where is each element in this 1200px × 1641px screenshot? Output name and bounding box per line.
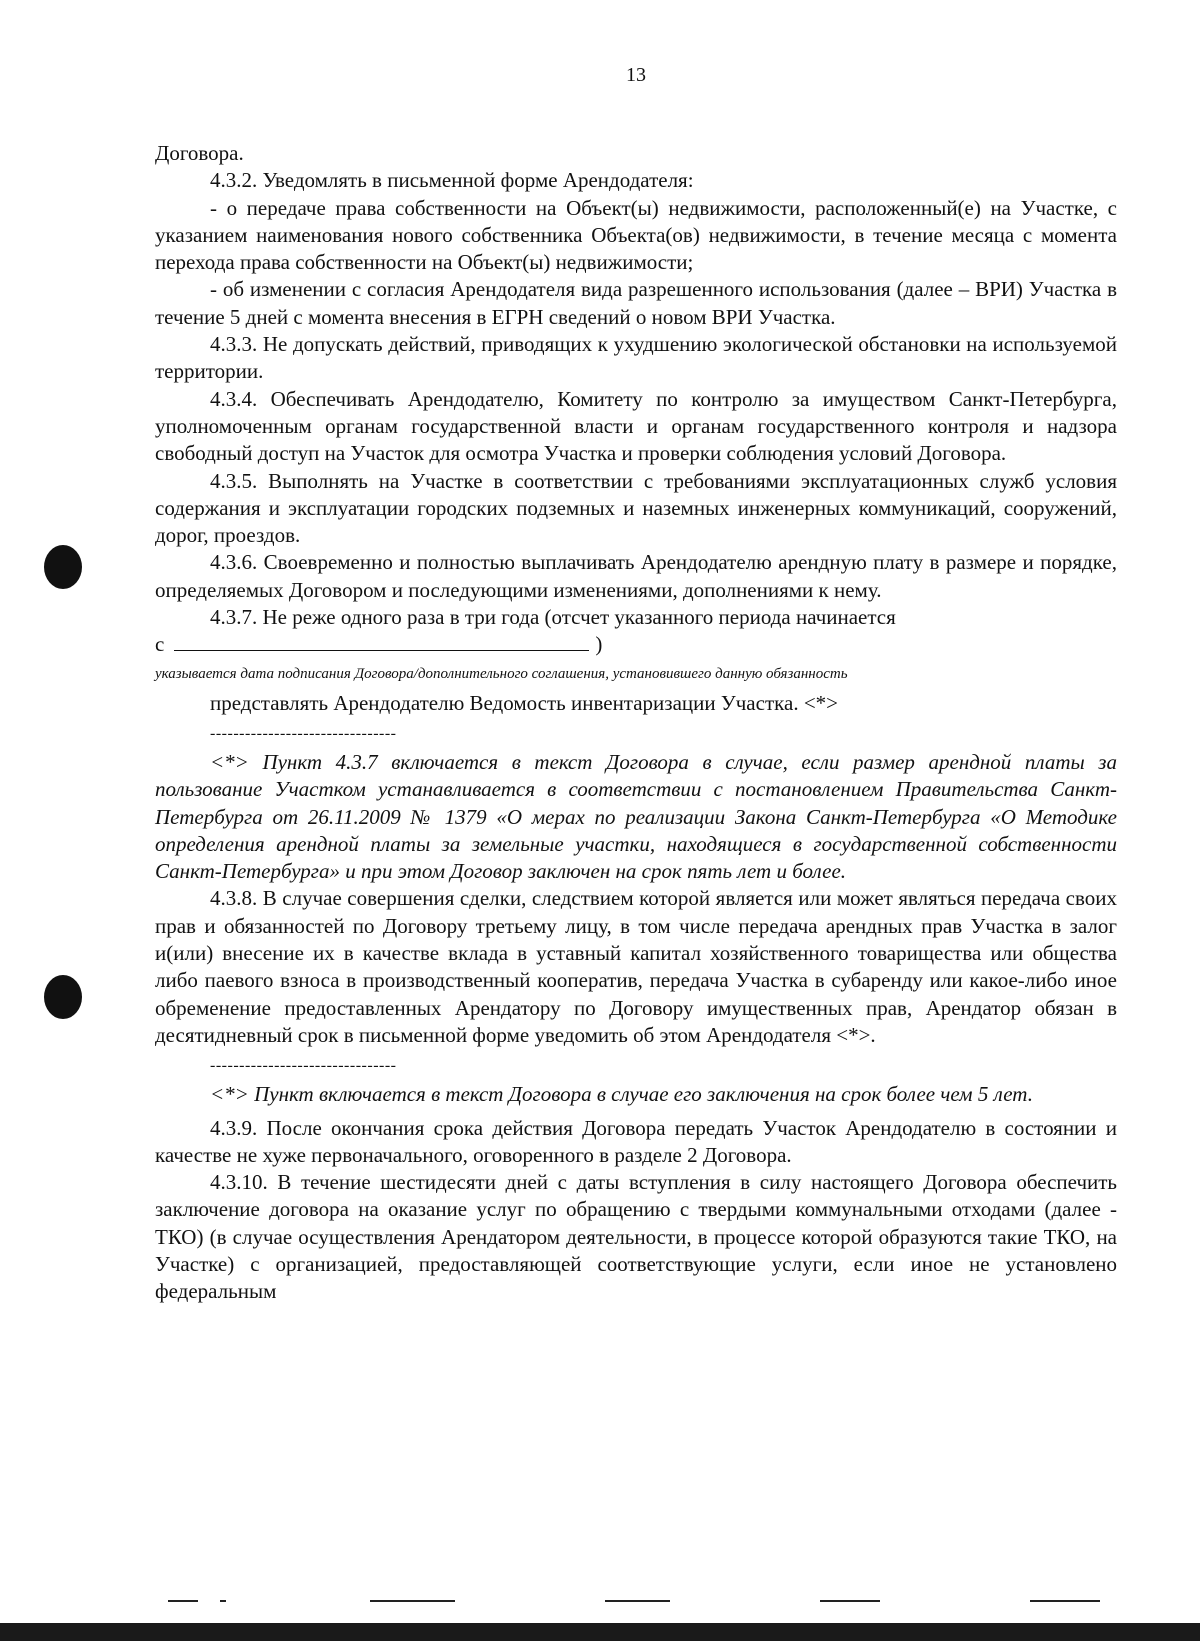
clause-4-3-2-item-2: - об изменении с согласия Арендодателя вида разрешенного использования (далее – ВРИ) Участка в течение 5 дней с момента внесения в ЕГРН сведений о новом ВРИ Участка. bbox=[155, 277, 1117, 329]
footnote-4-3-7: <*> Пункт 4.3.7 включается в текст Договора в случае, если размер арендной платы за пользование Участком устанавливается в соответствии с постановлением Правительства Санкт-Петербурга от 26.11.2009 № 1379 «О мерах по реализации Закона Санкт-Петербурга «О Методике определения арендной платы за земельные участки, находящиеся в государственной собственности Санкт-Петербурга» и при этом Договор заключен на срок пять лет и более. bbox=[155, 749, 1117, 884]
scan-bottom-edge bbox=[0, 1623, 1200, 1641]
paragraph-continuation: Договора. bbox=[155, 141, 244, 165]
date-fill-row bbox=[155, 631, 1117, 658]
clause-4-3-6: 4.3.6. Своевременно и полностью выплачивать Арендодателю арендную плату в размере и порядке, определяемых Договором и последующими изменениями, дополнениями к нему. bbox=[155, 550, 1117, 602]
clause-4-3-3: 4.3.3. Не допускать действий, приводящих к ухудшению экологической обстановки на используемой территории. bbox=[155, 332, 1117, 384]
punch-hole-top bbox=[44, 545, 82, 589]
page-number: 13 bbox=[626, 64, 646, 86]
clause-4-3-7-continuation: представлять Арендодателю Ведомость инвентаризации Участка. <*> bbox=[210, 690, 839, 715]
document-page bbox=[155, 0, 1117, 1641]
clause-4-3-5: 4.3.5. Выполнять на Участке в соответствии с требованиями эксплуатационных служб условия содержания и эксплуатации городских подземных и наземных инженерных коммуникаций, сооружений, дорог, проездов. bbox=[155, 468, 1117, 548]
clause-4-3-8: 4.3.8. В случае совершения сделки, следствием которой является или может являться передача своих прав и обязанностей по Договору третьему лицу, в том числе передача арендных прав Участка в залог и(или) внесение их в качестве вклада в уставный капитал хозяйственного товарищества или общества либо паевого взноса в производственный кооператив, передача Участка в субаренду или какое-либо иное обременение предоставленных Арендатору по Договору имущественных прав, Арендатор обязан в десятидневный срок в письменной форме уведомить об этом Арендодателя <*>. bbox=[155, 886, 1117, 1047]
clause-4-3-7: 4.3.7. Не реже одного раза в три года (отсчет указанного периода начинается bbox=[210, 605, 896, 630]
date-fill-hint: указывается дата подписания Договора/дополнительного соглашения, установившего данную обязанность bbox=[155, 665, 848, 682]
scan-artifacts bbox=[0, 1600, 1200, 1608]
footnote-separator-2: -------------------------------- bbox=[210, 1057, 397, 1075]
document-body bbox=[155, 140, 1117, 1306]
fill-prefix: с bbox=[155, 632, 165, 657]
clause-4-3-10: 4.3.10. В течение шестидесяти дней с даты вступления в силу настоящего Договора обеспечить заключение договора на оказание услуг по обращению с твердыми коммунальными отходами (далее - ТКО) (в случае осуществления Арендатором деятельности, в процессе которой образуются такие ТКО, на Участке) с организацией, предоставляющей соответствующие услуги, если иное не установлено федеральным bbox=[155, 1170, 1117, 1304]
footnote-separator-1: -------------------------------- bbox=[210, 724, 397, 742]
clause-4-3-4: 4.3.4. Обеспечивать Арендодателю, Комитету по контролю за имуществом Санкт-Петербурга, уполномоченным органам государственной власти и органам государственного контроля и надзора свободный доступ на Участок для осмотра Участка и проверки соблюдения условий Договора. bbox=[155, 386, 1117, 466]
punch-hole-bottom bbox=[44, 975, 82, 1019]
date-blank-line bbox=[174, 634, 589, 651]
clause-4-3-2-item-1: - о передаче права собственности на Объект(ы) недвижимости, расположенный(е) на Участке, с указанием наименования нового собственника Объекта(ов) недвижимости, в течение месяца с момента перехода права собственности на Объект(ы) недвижимости; bbox=[155, 195, 1117, 275]
clause-4-3-9: 4.3.9. После окончания срока действия Договора передать Участок Арендодателю в состоянии и качестве не хуже первоначального, оговоренного в разделе 2 Договора. bbox=[155, 1115, 1117, 1167]
fill-suffix: ) bbox=[595, 632, 603, 657]
footnote-4-3-8: <*> Пункт включается в текст Договора в случае его заключения на срок более чем 5 лет. bbox=[210, 1082, 1033, 1107]
clause-4-3-2: 4.3.2. Уведомлять в письменной форме Арендодателя: bbox=[210, 168, 694, 193]
